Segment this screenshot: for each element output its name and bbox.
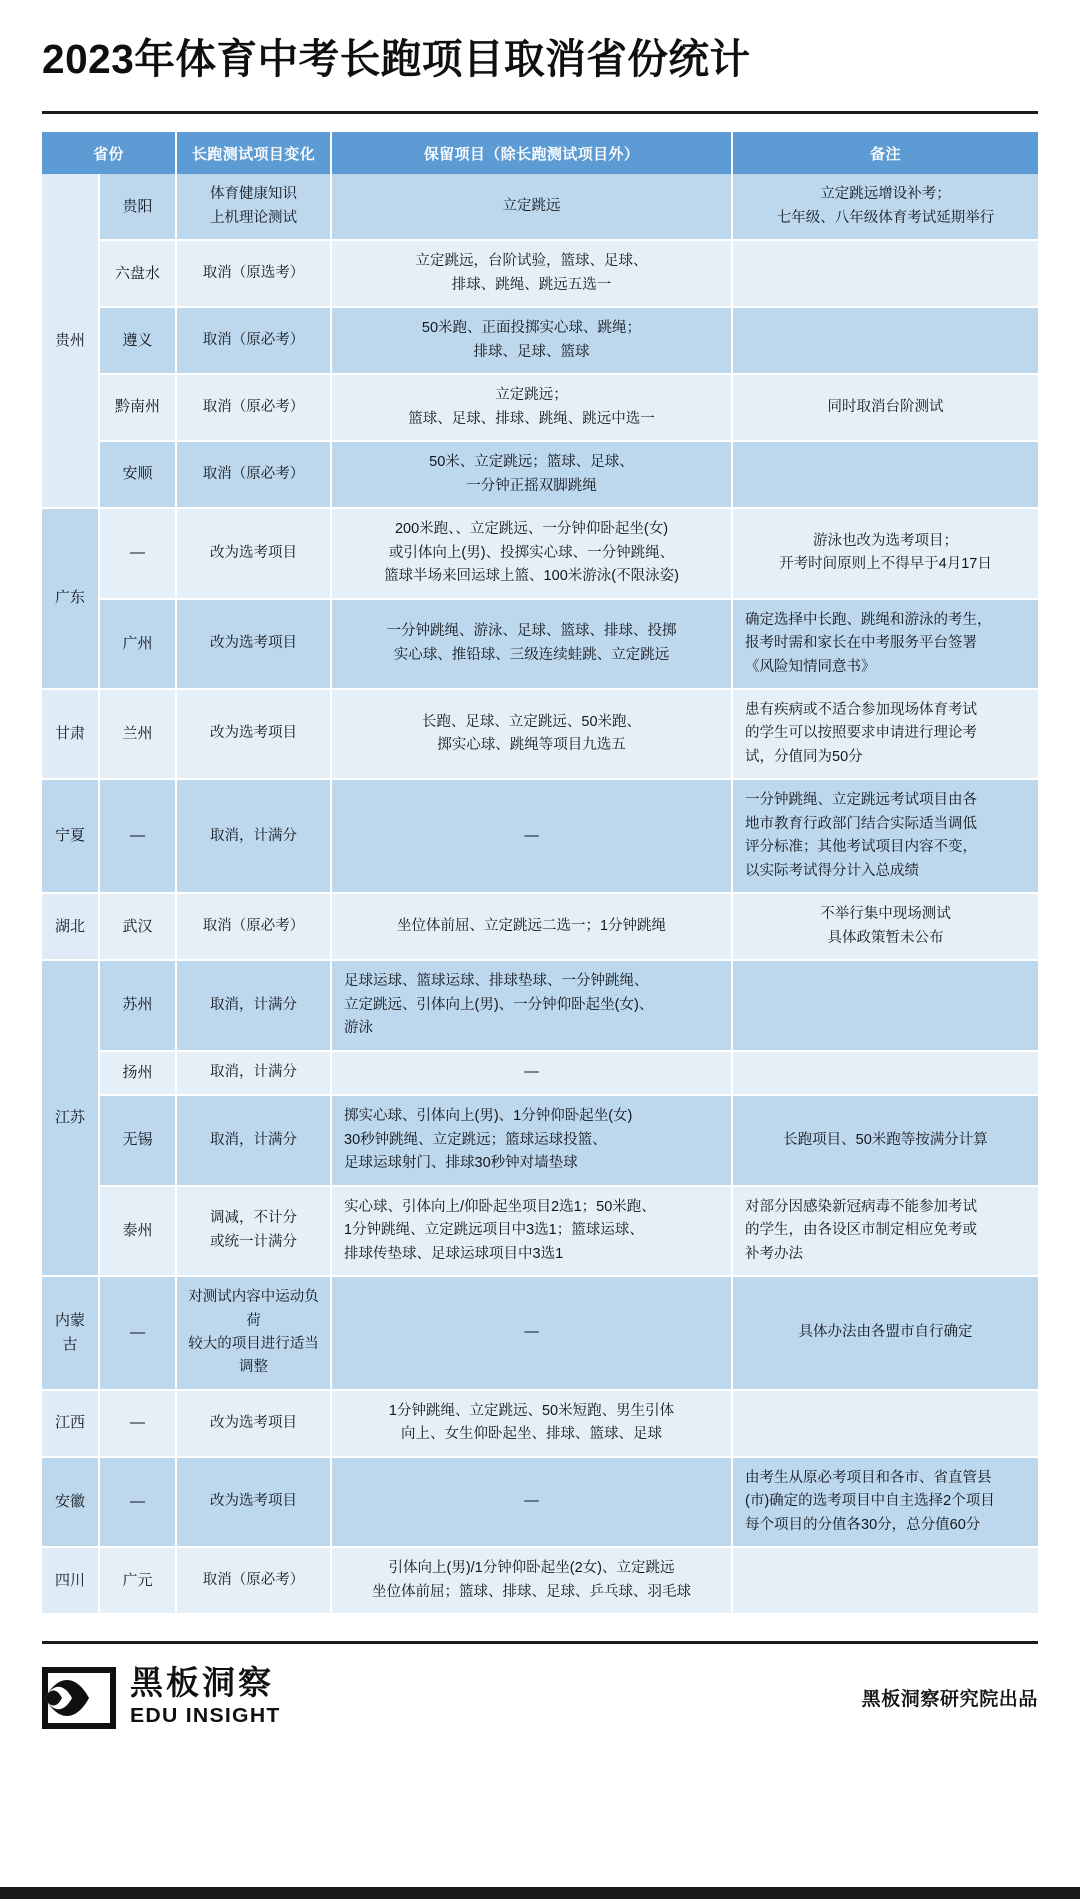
cell-city: 遵义 [99,307,176,374]
table-row [42,689,1038,779]
cell-city: — [99,1276,176,1390]
table-row [42,1390,1038,1457]
cell-keep: 立定跳远 [331,174,732,240]
cell-change: 取消（原必考） [176,374,331,441]
cell-note [732,441,1038,508]
cell-keep: — [331,1457,732,1547]
table-row [42,508,1038,598]
cell-city: 广州 [99,599,176,689]
eye-logo-icon [42,1667,116,1729]
table-row [42,1186,1038,1276]
cell-note: 长跑项目、50米跑等按满分计算 [732,1095,1038,1185]
table-row [42,1547,1038,1614]
table-row [42,893,1038,960]
cell-city: — [99,1457,176,1547]
cell-city: — [99,1390,176,1457]
brand-lockup [42,1664,281,1729]
page-title: 2023年体育中考长跑项目取消省份统计 [42,36,751,82]
cell-keep: 长跑、足球、立定跳远、50米跑、 掷实心球、跳绳等项目九选五 [331,689,732,779]
column-header-province: 省份 [42,132,176,174]
cell-keep: 足球运球、篮球运球、排球垫球、一分钟跳绳、 立定跳远、引体向上(男)、一分钟仰卧起坐(女)、 游泳 [331,960,732,1050]
table-row [42,779,1038,893]
cell-province: 湖北 [42,893,99,960]
cell-city: 安顺 [99,441,176,508]
cell-note [732,960,1038,1050]
cell-note: 患有疾病或不适合参加现场体育考试 的学生可以按照要求申请进行理论考 试，分值同为50分 [732,689,1038,779]
cell-note [732,240,1038,307]
table-row [42,374,1038,441]
cell-note: 同时取消台阶测试 [732,374,1038,441]
cell-note: 确定选择中长跑、跳绳和游泳的考生， 报考时需和家长在中考服务平台签署 《风险知情同意书》 [732,599,1038,689]
cell-city: 贵阳 [99,174,176,240]
cell-note: 对部分因感染新冠病毒不能参加考试 的学生，由各设区市制定相应免考或 补考办法 [732,1186,1038,1276]
table-row [42,240,1038,307]
cell-note: 立定跳远增设补考； 七年级、八年级体育考试延期举行 [732,174,1038,240]
cell-change: 对测试内容中运动负荷 较大的项目进行适当调整 [176,1276,331,1390]
cell-city: 广元 [99,1547,176,1614]
cell-change: 取消，计满分 [176,1095,331,1185]
footer-credit: 黑板洞察研究院出品 [861,1689,1038,1711]
cell-note: 具体办法由各盟市自行确定 [732,1276,1038,1390]
cell-province: 内蒙古 [42,1276,99,1390]
cell-note: 一分钟跳绳、立定跳远考试项目由各 地市教育行政部门结合实际适当调低 评分标准；其他考试项目内容不变， 以实际考试得分计入总成绩 [732,779,1038,893]
cell-city: 兰州 [99,689,176,779]
cell-city: 扬州 [99,1051,176,1095]
cell-keep: 200米跑、、立定跳远、一分钟仰卧起坐(女) 或引体向上(男)、投掷实心球、一分钟跳绳、 篮球半场来回运球上篮、100米游泳(不限泳姿) [331,508,732,598]
cell-keep: — [331,1051,732,1095]
column-header-change: 长跑测试项目变化 [176,132,331,174]
cell-keep: — [331,779,732,893]
table-row [42,174,1038,240]
table-row [42,307,1038,374]
cell-province: 宁夏 [42,779,99,893]
cell-change: 取消（原选考） [176,240,331,307]
cell-keep: 1分钟跳绳、立定跳远、50米短跑、男生引体 向上、女生仰卧起坐、排球、篮球、足球 [331,1390,732,1457]
title-divider [42,111,1038,114]
cell-change: 体育健康知识 上机理论测试 [176,174,331,240]
table-row [42,1051,1038,1095]
cell-city: 苏州 [99,960,176,1050]
cell-change: 调减，不计分 或统一计满分 [176,1186,331,1276]
province-policy-table [42,132,1038,1615]
cell-keep: 立定跳远，台阶试验，篮球、足球、 排球、跳绳、跳远五选一 [331,240,732,307]
cell-keep: 50米跑、正面投掷实心球、跳绳； 排球、足球、篮球 [331,307,732,374]
column-header-kept-items: 保留项目（除长跑测试项目外） [331,132,732,174]
column-header-note: 备注 [732,132,1038,174]
cell-keep: 掷实心球、引体向上(男)、1分钟仰卧起坐(女) 30秒钟跳绳、立定跳远；篮球运球投篮、 足球运球射门、排球30秒钟对墙垫球 [331,1095,732,1185]
cell-province: 四川 [42,1547,99,1614]
table-body [42,174,1038,1614]
cell-province: 江苏 [42,960,99,1276]
cell-note [732,1051,1038,1095]
cell-note: 由考生从原必考项目和各市、省直管县 (市)确定的选考项目中自主选择2个项目 每个项目的分值各30分，总分值60分 [732,1457,1038,1547]
cell-keep: 实心球、引体向上/仰卧起坐项目2选1；50米跑、 1分钟跳绳、立定跳远项目中3选1；篮球运球、 排球传垫球、足球运球项目中3选1 [331,1186,732,1276]
cell-note [732,307,1038,374]
cell-city: — [99,779,176,893]
table-row [42,1457,1038,1547]
cell-change: 取消（原必考） [176,893,331,960]
table-row [42,599,1038,689]
cell-change: 改为选考项目 [176,1390,331,1457]
cell-province: 甘肃 [42,689,99,779]
table-row [42,960,1038,1050]
cell-keep: 立定跳远； 篮球、足球、排球、跳绳、跳远中选一 [331,374,732,441]
footer-divider [42,1641,1038,1644]
cell-change: 取消，计满分 [176,779,331,893]
cell-city: 武汉 [99,893,176,960]
cell-change: 取消（原必考） [176,441,331,508]
cell-city: — [99,508,176,598]
brand-text [130,1664,281,1729]
cell-change: 取消（原必考） [176,307,331,374]
title-block [42,0,1038,97]
bottom-bar [0,1887,1080,1899]
cell-change: 改为选考项目 [176,689,331,779]
cell-keep: 一分钟跳绳、游泳、足球、篮球、排球、投掷 实心球、推铅球、三级连续蛙跳、立定跳远 [331,599,732,689]
brand-name-cn: 黑板洞察 [130,1664,274,1702]
cell-change: 改为选考项目 [176,508,331,598]
cell-keep: 坐位体前屈、立定跳远二选一；1分钟跳绳 [331,893,732,960]
cell-city: 泰州 [99,1186,176,1276]
table-header-row [42,132,1038,174]
table-header [42,132,1038,174]
cell-change: 取消，计满分 [176,1051,331,1095]
table-row [42,1276,1038,1390]
cell-change: 改为选考项目 [176,599,331,689]
cell-province: 贵州 [42,174,99,508]
cell-note: 游泳也改为选考项目； 开考时间原则上不得早于4月17日 [732,508,1038,598]
table-row [42,441,1038,508]
cell-change: 改为选考项目 [176,1457,331,1547]
cell-note [732,1547,1038,1614]
cell-province: 安徽 [42,1457,99,1547]
cell-note [732,1390,1038,1457]
cell-keep: 引体向上(男)/1分钟仰卧起坐(2女)、立定跳远 坐位体前屈；篮球、排球、足球、乒乓球、羽毛球 [331,1547,732,1614]
cell-change: 取消（原必考） [176,1547,331,1614]
cell-city: 六盘水 [99,240,176,307]
cell-province: 江西 [42,1390,99,1457]
cell-keep: — [331,1276,732,1390]
cell-province: 广东 [42,508,99,689]
cell-city: 黔南州 [99,374,176,441]
cell-city: 无锡 [99,1095,176,1185]
cell-change: 取消，计满分 [176,960,331,1050]
brand-name-en: EDU INSIGHT [130,1704,281,1727]
footer [42,1666,1038,1729]
table-row [42,1095,1038,1185]
cell-note: 不举行集中现场测试 具体政策暂未公布 [732,893,1038,960]
cell-keep: 50米、立定跳远；篮球、足球、 一分钟正摇双脚跳绳 [331,441,732,508]
